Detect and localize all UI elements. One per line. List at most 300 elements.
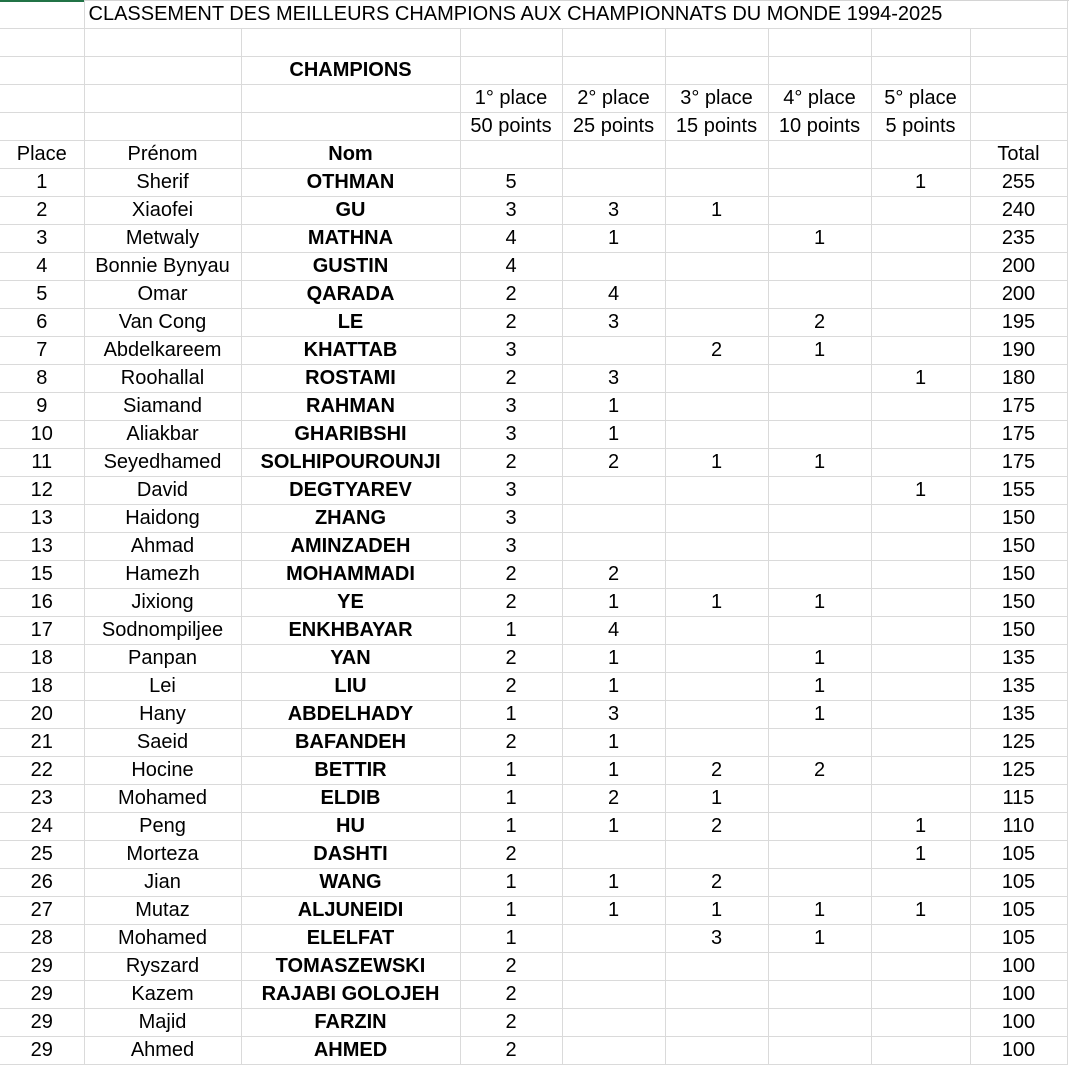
second-place-count-cell[interactable] bbox=[562, 169, 665, 197]
third-place-count-cell[interactable] bbox=[665, 1037, 768, 1065]
third-place-count-cell[interactable] bbox=[665, 309, 768, 337]
second-place-count-cell[interactable]: 4 bbox=[562, 617, 665, 645]
place-cell[interactable]: 4 bbox=[0, 253, 84, 281]
last-name-cell[interactable]: RAJABI GOLOJEH bbox=[241, 981, 460, 1009]
fifth-place-count-cell[interactable] bbox=[871, 617, 970, 645]
second-place-count-cell[interactable]: 1 bbox=[562, 589, 665, 617]
cell[interactable] bbox=[0, 85, 84, 113]
place-cell[interactable]: 15 bbox=[0, 561, 84, 589]
place-cell[interactable]: 27 bbox=[0, 897, 84, 925]
first-place-count-cell[interactable]: 5 bbox=[460, 169, 562, 197]
place-cell[interactable]: 13 bbox=[0, 505, 84, 533]
first-name-cell[interactable]: Lei bbox=[84, 673, 241, 701]
first-place-count-cell[interactable]: 1 bbox=[460, 925, 562, 953]
second-place-count-cell[interactable]: 1 bbox=[562, 897, 665, 925]
second-place-count-cell[interactable] bbox=[562, 925, 665, 953]
first-place-count-cell[interactable]: 3 bbox=[460, 421, 562, 449]
fifth-place-count-cell[interactable] bbox=[871, 785, 970, 813]
third-place-count-cell[interactable]: 2 bbox=[665, 337, 768, 365]
total-cell[interactable]: 150 bbox=[970, 533, 1067, 561]
place-cell[interactable]: 3 bbox=[0, 225, 84, 253]
second-place-count-cell[interactable]: 1 bbox=[562, 757, 665, 785]
last-name-cell[interactable]: FARZIN bbox=[241, 1009, 460, 1037]
fifth-place-count-cell[interactable] bbox=[871, 253, 970, 281]
first-place-count-cell[interactable]: 2 bbox=[460, 645, 562, 673]
header-last-name[interactable]: Nom bbox=[241, 141, 460, 169]
fifth-place-count-cell[interactable] bbox=[871, 1037, 970, 1065]
last-name-cell[interactable]: ABDELHADY bbox=[241, 701, 460, 729]
total-cell[interactable]: 115 bbox=[970, 785, 1067, 813]
total-cell[interactable]: 150 bbox=[970, 561, 1067, 589]
last-name-cell[interactable]: ROSTAMI bbox=[241, 365, 460, 393]
total-cell[interactable]: 135 bbox=[970, 701, 1067, 729]
cell[interactable] bbox=[768, 29, 871, 57]
total-cell[interactable]: 195 bbox=[970, 309, 1067, 337]
first-name-cell[interactable]: Seyedhamed bbox=[84, 449, 241, 477]
second-place-count-cell[interactable]: 1 bbox=[562, 225, 665, 253]
place-cell[interactable]: 22 bbox=[0, 757, 84, 785]
first-name-cell[interactable]: Haidong bbox=[84, 505, 241, 533]
cell[interactable] bbox=[562, 141, 665, 169]
cell[interactable] bbox=[0, 29, 84, 57]
fifth-place-count-cell[interactable] bbox=[871, 561, 970, 589]
last-name-cell[interactable]: SOLHIPOUROUNJI bbox=[241, 449, 460, 477]
fifth-place-count-cell[interactable]: 1 bbox=[871, 841, 970, 869]
last-name-cell[interactable]: AHMED bbox=[241, 1037, 460, 1065]
second-place-count-cell[interactable] bbox=[562, 337, 665, 365]
cell[interactable] bbox=[241, 85, 460, 113]
third-place-count-cell[interactable] bbox=[665, 701, 768, 729]
total-cell[interactable]: 100 bbox=[970, 981, 1067, 1009]
total-cell[interactable]: 125 bbox=[970, 729, 1067, 757]
second-place-count-cell[interactable] bbox=[562, 953, 665, 981]
last-name-cell[interactable]: LIU bbox=[241, 673, 460, 701]
last-name-cell[interactable]: RAHMAN bbox=[241, 393, 460, 421]
first-place-count-cell[interactable]: 1 bbox=[460, 897, 562, 925]
first-place-count-cell[interactable]: 1 bbox=[460, 813, 562, 841]
cell[interactable] bbox=[84, 85, 241, 113]
cell[interactable] bbox=[871, 141, 970, 169]
third-place-count-cell[interactable] bbox=[665, 1009, 768, 1037]
first-place-count-cell[interactable]: 1 bbox=[460, 757, 562, 785]
first-name-cell[interactable]: Mohamed bbox=[84, 925, 241, 953]
last-name-cell[interactable]: DASHTI bbox=[241, 841, 460, 869]
fifth-place-count-cell[interactable] bbox=[871, 925, 970, 953]
fourth-place-count-cell[interactable] bbox=[768, 169, 871, 197]
second-place-count-cell[interactable] bbox=[562, 1037, 665, 1065]
place-header-2[interactable]: 2° place bbox=[562, 85, 665, 113]
fifth-place-count-cell[interactable] bbox=[871, 729, 970, 757]
second-place-count-cell[interactable]: 3 bbox=[562, 365, 665, 393]
third-place-count-cell[interactable] bbox=[665, 421, 768, 449]
first-name-cell[interactable]: Sodnompiljee bbox=[84, 617, 241, 645]
first-place-count-cell[interactable]: 2 bbox=[460, 281, 562, 309]
third-place-count-cell[interactable] bbox=[665, 505, 768, 533]
total-cell[interactable]: 135 bbox=[970, 673, 1067, 701]
first-place-count-cell[interactable]: 3 bbox=[460, 393, 562, 421]
total-cell[interactable]: 200 bbox=[970, 253, 1067, 281]
first-place-count-cell[interactable]: 2 bbox=[460, 561, 562, 589]
place-cell[interactable]: 7 bbox=[0, 337, 84, 365]
fifth-place-count-cell[interactable] bbox=[871, 449, 970, 477]
third-place-count-cell[interactable] bbox=[665, 225, 768, 253]
second-place-count-cell[interactable]: 2 bbox=[562, 785, 665, 813]
fifth-place-count-cell[interactable] bbox=[871, 981, 970, 1009]
first-place-count-cell[interactable]: 3 bbox=[460, 337, 562, 365]
first-name-cell[interactable]: Saeid bbox=[84, 729, 241, 757]
last-name-cell[interactable]: GUSTIN bbox=[241, 253, 460, 281]
fourth-place-count-cell[interactable] bbox=[768, 505, 871, 533]
first-name-cell[interactable]: Panpan bbox=[84, 645, 241, 673]
first-place-count-cell[interactable]: 3 bbox=[460, 477, 562, 505]
third-place-count-cell[interactable]: 1 bbox=[665, 449, 768, 477]
first-name-cell[interactable]: Hamezh bbox=[84, 561, 241, 589]
fifth-place-count-cell[interactable] bbox=[871, 197, 970, 225]
third-place-count-cell[interactable]: 2 bbox=[665, 869, 768, 897]
first-name-cell[interactable]: Sherif bbox=[84, 169, 241, 197]
second-place-count-cell[interactable]: 2 bbox=[562, 561, 665, 589]
fifth-place-count-cell[interactable] bbox=[871, 645, 970, 673]
total-cell[interactable]: 125 bbox=[970, 757, 1067, 785]
first-name-cell[interactable]: Aliakbar bbox=[84, 421, 241, 449]
second-place-count-cell[interactable]: 3 bbox=[562, 701, 665, 729]
third-place-count-cell[interactable] bbox=[665, 561, 768, 589]
fifth-place-count-cell[interactable] bbox=[871, 701, 970, 729]
cell[interactable] bbox=[0, 1, 84, 29]
place-cell[interactable]: 10 bbox=[0, 421, 84, 449]
fifth-place-count-cell[interactable] bbox=[871, 337, 970, 365]
place-cell[interactable]: 26 bbox=[0, 869, 84, 897]
cell[interactable] bbox=[460, 141, 562, 169]
place-cell[interactable]: 21 bbox=[0, 729, 84, 757]
total-cell[interactable]: 100 bbox=[970, 1009, 1067, 1037]
fourth-place-count-cell[interactable] bbox=[768, 1037, 871, 1065]
first-place-count-cell[interactable]: 1 bbox=[460, 785, 562, 813]
last-name-cell[interactable]: KHATTAB bbox=[241, 337, 460, 365]
third-place-count-cell[interactable] bbox=[665, 533, 768, 561]
fifth-place-count-cell[interactable] bbox=[871, 953, 970, 981]
third-place-count-cell[interactable] bbox=[665, 645, 768, 673]
total-cell[interactable]: 190 bbox=[970, 337, 1067, 365]
third-place-count-cell[interactable]: 3 bbox=[665, 925, 768, 953]
place-cell[interactable]: 20 bbox=[0, 701, 84, 729]
place-cell[interactable]: 29 bbox=[0, 1009, 84, 1037]
fourth-place-count-cell[interactable]: 1 bbox=[768, 449, 871, 477]
fifth-place-count-cell[interactable] bbox=[871, 309, 970, 337]
fifth-place-count-cell[interactable] bbox=[871, 533, 970, 561]
fourth-place-count-cell[interactable] bbox=[768, 981, 871, 1009]
points-header-2[interactable]: 25 points bbox=[562, 113, 665, 141]
first-place-count-cell[interactable]: 2 bbox=[460, 841, 562, 869]
second-place-count-cell[interactable] bbox=[562, 841, 665, 869]
second-place-count-cell[interactable]: 1 bbox=[562, 869, 665, 897]
fourth-place-count-cell[interactable]: 1 bbox=[768, 925, 871, 953]
first-name-cell[interactable]: Mohamed bbox=[84, 785, 241, 813]
title-cell[interactable] bbox=[84, 1, 943, 29]
total-cell[interactable]: 100 bbox=[970, 1037, 1067, 1065]
first-name-cell[interactable]: Ahmed bbox=[84, 1037, 241, 1065]
third-place-count-cell[interactable]: 2 bbox=[665, 757, 768, 785]
section-label-cell[interactable]: CHAMPIONS bbox=[241, 57, 460, 85]
last-name-cell[interactable]: MATHNA bbox=[241, 225, 460, 253]
second-place-count-cell[interactable]: 3 bbox=[562, 309, 665, 337]
total-cell[interactable]: 155 bbox=[970, 477, 1067, 505]
first-name-cell[interactable]: David bbox=[84, 477, 241, 505]
place-cell[interactable]: 5 bbox=[0, 281, 84, 309]
fifth-place-count-cell[interactable] bbox=[871, 673, 970, 701]
place-cell[interactable]: 24 bbox=[0, 813, 84, 841]
second-place-count-cell[interactable]: 1 bbox=[562, 393, 665, 421]
cell[interactable] bbox=[970, 29, 1067, 57]
total-cell[interactable]: 105 bbox=[970, 925, 1067, 953]
cell[interactable] bbox=[970, 113, 1067, 141]
place-cell[interactable]: 6 bbox=[0, 309, 84, 337]
second-place-count-cell[interactable]: 4 bbox=[562, 281, 665, 309]
first-place-count-cell[interactable]: 3 bbox=[460, 197, 562, 225]
fourth-place-count-cell[interactable]: 1 bbox=[768, 673, 871, 701]
first-place-count-cell[interactable]: 2 bbox=[460, 1037, 562, 1065]
first-place-count-cell[interactable]: 3 bbox=[460, 533, 562, 561]
total-cell[interactable]: 255 bbox=[970, 169, 1067, 197]
third-place-count-cell[interactable] bbox=[665, 477, 768, 505]
header-place[interactable]: Place bbox=[0, 141, 84, 169]
place-cell[interactable]: 2 bbox=[0, 197, 84, 225]
last-name-cell[interactable]: GHARIBSHI bbox=[241, 421, 460, 449]
place-cell[interactable]: 18 bbox=[0, 673, 84, 701]
third-place-count-cell[interactable] bbox=[665, 617, 768, 645]
first-name-cell[interactable]: Xiaofei bbox=[84, 197, 241, 225]
second-place-count-cell[interactable]: 1 bbox=[562, 729, 665, 757]
fifth-place-count-cell[interactable] bbox=[871, 505, 970, 533]
first-place-count-cell[interactable]: 2 bbox=[460, 589, 562, 617]
fifth-place-count-cell[interactable] bbox=[871, 869, 970, 897]
fourth-place-count-cell[interactable] bbox=[768, 365, 871, 393]
cell[interactable] bbox=[665, 29, 768, 57]
first-name-cell[interactable]: Mutaz bbox=[84, 897, 241, 925]
cell[interactable] bbox=[665, 141, 768, 169]
fifth-place-count-cell[interactable] bbox=[871, 225, 970, 253]
first-name-cell[interactable]: Majid bbox=[84, 1009, 241, 1037]
fifth-place-count-cell[interactable] bbox=[871, 1009, 970, 1037]
second-place-count-cell[interactable]: 3 bbox=[562, 197, 665, 225]
points-header-1[interactable]: 50 points bbox=[460, 113, 562, 141]
header-first-name[interactable]: Prénom bbox=[84, 141, 241, 169]
third-place-count-cell[interactable]: 1 bbox=[665, 785, 768, 813]
last-name-cell[interactable]: BETTIR bbox=[241, 757, 460, 785]
first-name-cell[interactable]: Hocine bbox=[84, 757, 241, 785]
first-name-cell[interactable]: Omar bbox=[84, 281, 241, 309]
cell[interactable] bbox=[460, 57, 562, 85]
fourth-place-count-cell[interactable] bbox=[768, 729, 871, 757]
last-name-cell[interactable]: TOMASZEWSKI bbox=[241, 953, 460, 981]
fifth-place-count-cell[interactable]: 1 bbox=[871, 169, 970, 197]
place-header-4[interactable]: 4° place bbox=[768, 85, 871, 113]
third-place-count-cell[interactable] bbox=[665, 673, 768, 701]
last-name-cell[interactable]: MOHAMMADI bbox=[241, 561, 460, 589]
fourth-place-count-cell[interactable]: 2 bbox=[768, 757, 871, 785]
last-name-cell[interactable]: ENKHBAYAR bbox=[241, 617, 460, 645]
third-place-count-cell[interactable]: 1 bbox=[665, 589, 768, 617]
fourth-place-count-cell[interactable]: 1 bbox=[768, 897, 871, 925]
first-place-count-cell[interactable]: 4 bbox=[460, 225, 562, 253]
fourth-place-count-cell[interactable] bbox=[768, 841, 871, 869]
first-name-cell[interactable]: Kazem bbox=[84, 981, 241, 1009]
third-place-count-cell[interactable] bbox=[665, 841, 768, 869]
fifth-place-count-cell[interactable]: 1 bbox=[871, 477, 970, 505]
second-place-count-cell[interactable]: 1 bbox=[562, 673, 665, 701]
header-total[interactable]: Total bbox=[970, 141, 1067, 169]
first-name-cell[interactable]: Jian bbox=[84, 869, 241, 897]
fourth-place-count-cell[interactable]: 2 bbox=[768, 309, 871, 337]
cell[interactable] bbox=[871, 57, 970, 85]
points-header-5[interactable]: 5 points bbox=[871, 113, 970, 141]
total-cell[interactable]: 150 bbox=[970, 589, 1067, 617]
first-place-count-cell[interactable]: 1 bbox=[460, 617, 562, 645]
third-place-count-cell[interactable] bbox=[665, 981, 768, 1009]
cell[interactable] bbox=[241, 29, 460, 57]
place-cell[interactable]: 9 bbox=[0, 393, 84, 421]
third-place-count-cell[interactable] bbox=[665, 169, 768, 197]
cell[interactable] bbox=[768, 141, 871, 169]
second-place-count-cell[interactable]: 1 bbox=[562, 645, 665, 673]
last-name-cell[interactable]: LE bbox=[241, 309, 460, 337]
total-cell[interactable]: 100 bbox=[970, 953, 1067, 981]
fourth-place-count-cell[interactable]: 1 bbox=[768, 701, 871, 729]
third-place-count-cell[interactable]: 1 bbox=[665, 897, 768, 925]
last-name-cell[interactable]: BAFANDEH bbox=[241, 729, 460, 757]
first-name-cell[interactable]: Jixiong bbox=[84, 589, 241, 617]
place-cell[interactable]: 8 bbox=[0, 365, 84, 393]
fifth-place-count-cell[interactable] bbox=[871, 393, 970, 421]
fourth-place-count-cell[interactable] bbox=[768, 421, 871, 449]
second-place-count-cell[interactable]: 1 bbox=[562, 421, 665, 449]
cell[interactable] bbox=[84, 113, 241, 141]
fourth-place-count-cell[interactable]: 1 bbox=[768, 337, 871, 365]
total-cell[interactable]: 235 bbox=[970, 225, 1067, 253]
cell[interactable] bbox=[562, 57, 665, 85]
second-place-count-cell[interactable] bbox=[562, 253, 665, 281]
points-header-3[interactable]: 15 points bbox=[665, 113, 768, 141]
place-cell[interactable]: 12 bbox=[0, 477, 84, 505]
cell[interactable] bbox=[665, 57, 768, 85]
fourth-place-count-cell[interactable] bbox=[768, 869, 871, 897]
fourth-place-count-cell[interactable] bbox=[768, 533, 871, 561]
fourth-place-count-cell[interactable] bbox=[768, 197, 871, 225]
first-name-cell[interactable]: Abdelkareem bbox=[84, 337, 241, 365]
total-cell[interactable]: 175 bbox=[970, 393, 1067, 421]
second-place-count-cell[interactable] bbox=[562, 477, 665, 505]
place-cell[interactable]: 18 bbox=[0, 645, 84, 673]
last-name-cell[interactable]: DEGTYAREV bbox=[241, 477, 460, 505]
last-name-cell[interactable]: ELELFAT bbox=[241, 925, 460, 953]
third-place-count-cell[interactable] bbox=[665, 729, 768, 757]
second-place-count-cell[interactable] bbox=[562, 533, 665, 561]
first-place-count-cell[interactable]: 2 bbox=[460, 729, 562, 757]
total-cell[interactable]: 110 bbox=[970, 813, 1067, 841]
first-name-cell[interactable]: Morteza bbox=[84, 841, 241, 869]
cell[interactable] bbox=[970, 1, 1067, 29]
first-place-count-cell[interactable]: 1 bbox=[460, 869, 562, 897]
place-cell[interactable]: 11 bbox=[0, 449, 84, 477]
cell[interactable] bbox=[0, 113, 84, 141]
first-place-count-cell[interactable]: 2 bbox=[460, 365, 562, 393]
second-place-count-cell[interactable]: 1 bbox=[562, 813, 665, 841]
total-cell[interactable]: 150 bbox=[970, 617, 1067, 645]
cell[interactable] bbox=[0, 57, 84, 85]
third-place-count-cell[interactable] bbox=[665, 393, 768, 421]
fourth-place-count-cell[interactable] bbox=[768, 813, 871, 841]
place-header-1[interactable]: 1° place bbox=[460, 85, 562, 113]
first-name-cell[interactable]: Roohallal bbox=[84, 365, 241, 393]
total-cell[interactable]: 240 bbox=[970, 197, 1067, 225]
total-cell[interactable]: 175 bbox=[970, 421, 1067, 449]
first-place-count-cell[interactable]: 2 bbox=[460, 981, 562, 1009]
first-place-count-cell[interactable]: 2 bbox=[460, 1009, 562, 1037]
last-name-cell[interactable]: ZHANG bbox=[241, 505, 460, 533]
fourth-place-count-cell[interactable] bbox=[768, 953, 871, 981]
last-name-cell[interactable]: QARADA bbox=[241, 281, 460, 309]
last-name-cell[interactable]: GU bbox=[241, 197, 460, 225]
place-cell[interactable]: 16 bbox=[0, 589, 84, 617]
place-cell[interactable]: 29 bbox=[0, 981, 84, 1009]
first-place-count-cell[interactable]: 2 bbox=[460, 449, 562, 477]
total-cell[interactable]: 105 bbox=[970, 869, 1067, 897]
second-place-count-cell[interactable] bbox=[562, 505, 665, 533]
last-name-cell[interactable]: YAN bbox=[241, 645, 460, 673]
cell[interactable] bbox=[768, 57, 871, 85]
cell[interactable] bbox=[84, 57, 241, 85]
fifth-place-count-cell[interactable]: 1 bbox=[871, 365, 970, 393]
fourth-place-count-cell[interactable] bbox=[768, 1009, 871, 1037]
first-place-count-cell[interactable]: 3 bbox=[460, 505, 562, 533]
total-cell[interactable]: 135 bbox=[970, 645, 1067, 673]
fifth-place-count-cell[interactable] bbox=[871, 281, 970, 309]
fifth-place-count-cell[interactable] bbox=[871, 421, 970, 449]
fourth-place-count-cell[interactable]: 1 bbox=[768, 645, 871, 673]
fourth-place-count-cell[interactable] bbox=[768, 617, 871, 645]
first-name-cell[interactable]: Ryszard bbox=[84, 953, 241, 981]
place-cell[interactable]: 28 bbox=[0, 925, 84, 953]
place-cell[interactable]: 29 bbox=[0, 1037, 84, 1065]
first-place-count-cell[interactable]: 4 bbox=[460, 253, 562, 281]
first-place-count-cell[interactable]: 2 bbox=[460, 673, 562, 701]
first-name-cell[interactable]: Ahmad bbox=[84, 533, 241, 561]
first-name-cell[interactable]: Metwaly bbox=[84, 225, 241, 253]
fifth-place-count-cell[interactable]: 1 bbox=[871, 813, 970, 841]
total-cell[interactable]: 175 bbox=[970, 449, 1067, 477]
cell[interactable] bbox=[241, 113, 460, 141]
cell[interactable] bbox=[871, 29, 970, 57]
last-name-cell[interactable]: ALJUNEIDI bbox=[241, 897, 460, 925]
total-cell[interactable]: 180 bbox=[970, 365, 1067, 393]
cell[interactable] bbox=[84, 29, 241, 57]
place-cell[interactable]: 25 bbox=[0, 841, 84, 869]
place-cell[interactable]: 23 bbox=[0, 785, 84, 813]
cell[interactable] bbox=[970, 85, 1067, 113]
fifth-place-count-cell[interactable]: 1 bbox=[871, 897, 970, 925]
fifth-place-count-cell[interactable] bbox=[871, 757, 970, 785]
first-name-cell[interactable]: Siamand bbox=[84, 393, 241, 421]
place-cell[interactable]: 13 bbox=[0, 533, 84, 561]
third-place-count-cell[interactable] bbox=[665, 953, 768, 981]
first-name-cell[interactable]: Bonnie Bynyau bbox=[84, 253, 241, 281]
fourth-place-count-cell[interactable]: 1 bbox=[768, 589, 871, 617]
first-name-cell[interactable]: Peng bbox=[84, 813, 241, 841]
total-cell[interactable]: 150 bbox=[970, 505, 1067, 533]
last-name-cell[interactable]: AMINZADEH bbox=[241, 533, 460, 561]
second-place-count-cell[interactable]: 2 bbox=[562, 449, 665, 477]
last-name-cell[interactable]: YE bbox=[241, 589, 460, 617]
